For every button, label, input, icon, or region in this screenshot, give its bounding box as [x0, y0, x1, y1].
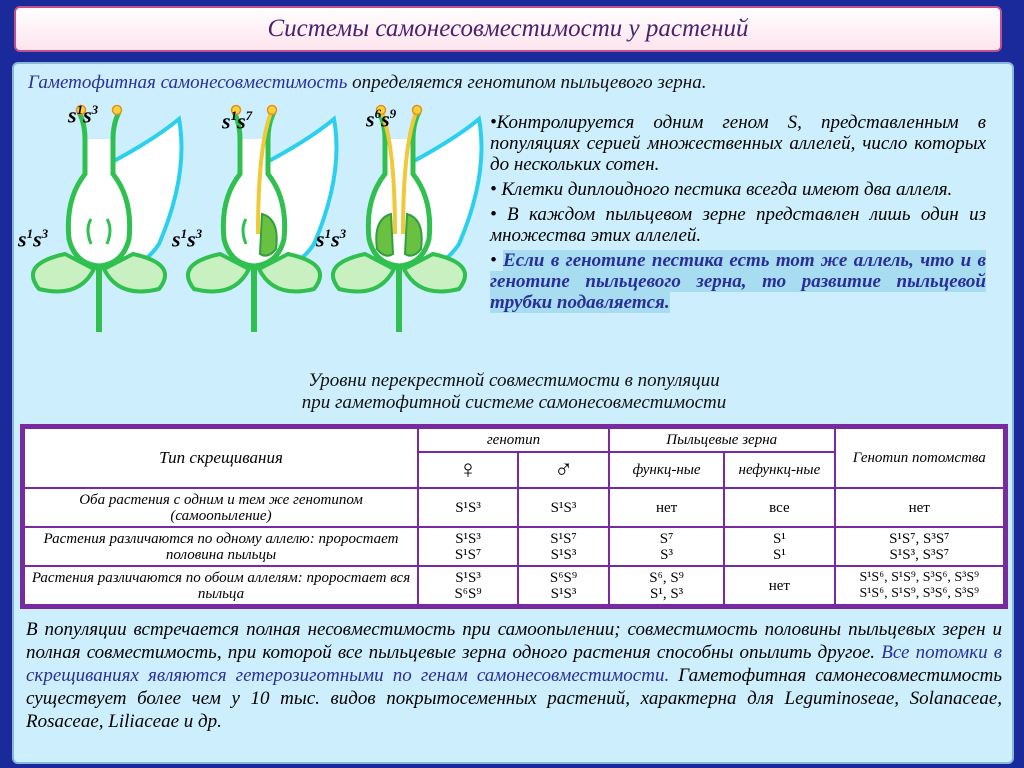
- flower-3-pollen-label: $s^6s^9$: [366, 106, 397, 132]
- bullet-4-highlight: Если в генотипе пестика есть тот же аллель, что и в генотипе пыльцевого зерна, то развитие пыльцевой трубки подавляется.: [490, 250, 986, 313]
- female-icon: ♀: [418, 452, 518, 488]
- bullet-1: •Контролируется одним геном S, представленным в популяциях серией множественных аллелей, число которых до нескольких сотен.: [490, 112, 986, 175]
- male-icon: ♂: [518, 452, 609, 488]
- intro-line: [28, 72, 706, 94]
- flower-3: [333, 106, 482, 333]
- header-pollen: Пыльцевые зерна: [609, 428, 835, 452]
- bullet-4: • Если в генотипе пестика есть тот же аллель, что и в генотипе пыльцевого зерна, то развитие пыльцевой трубки подавляется.: [490, 250, 986, 313]
- footer-text: В популяции встречается полная несовместимость при самоопылении; совместимость половины пыльцевых зерен и полная совместимость, при которой все пыльцевые зерна одного растения способны опылить другое. Все потомки в скрещиваниях являются гетерозиготными по генам самонесовместимости. Гаметофитная самонесовместимость существует более чем у 10 тыс. видов покрытосеменных растений, характерна для Leguminoseae, Solanaceae, Rosaceae, Liliaceae и др.: [26, 619, 1003, 732]
- header-offspring: Генотип потомства: [835, 428, 1005, 488]
- intro-term: Гаметофитная самонесовместимость: [28, 72, 348, 93]
- flower-3-pistil-label: $s^1s^3$: [316, 226, 347, 252]
- header-cross-type: Тип скрещивания: [24, 428, 418, 488]
- flower-2: [188, 106, 337, 333]
- content-panel: [12, 62, 1014, 764]
- table-row: Растения различаются по одному аллелю: проростает половина пыльцы S¹S³ S¹S⁷ S¹S⁷ S¹S³ S⁷ S³ S¹ S¹ S¹S⁷, S³S⁷ S¹S³, S³S⁷: [24, 527, 1004, 566]
- slide-title: Системы самонесовместимости у растений: [14, 6, 1002, 52]
- header-functional: функц-ные: [609, 452, 724, 488]
- flower-1-pistil-label: $s^1s^3$: [18, 226, 49, 252]
- compatibility-table: [20, 424, 1008, 609]
- bullet-3: • В каждом пыльцевом зерне представлен лишь один из множества этих аллелей.: [490, 204, 986, 246]
- flower-2-pistil-label: $s^1s^3$: [172, 226, 203, 252]
- table-row: Растения различаются по обоим аллелям: проростает вся пыльца S¹S³ S⁶S⁹ S⁶S⁹ S¹S³ S⁶, S⁹ S¹, S³ нет S¹S⁶, S¹S⁹, S³S⁶, S³S⁹ S¹S⁶, S¹S⁹, S³S⁶, S³S⁹: [24, 566, 1004, 605]
- flower-1: [33, 106, 182, 333]
- footer-highlight: Все потомки в скрещиваниях являются гетерозиготными по генам самонесовместимости.: [26, 642, 1003, 686]
- table-caption: Уровни перекрестной совместимости в популяции при гаметофитной системе самонесовместимости: [301, 370, 727, 413]
- flower-1-pollen-label: $s^1s^3$: [68, 102, 99, 128]
- bullet-2: • Клетки диплоидного пестика всегда имеют два аллеля.: [490, 179, 953, 200]
- header-nonfunctional: нефункц-ные: [724, 452, 834, 488]
- flower-2-pollen-label: $s^1s^7$: [222, 108, 253, 134]
- flower-diagrams: [14, 104, 484, 344]
- bullet-list: [490, 112, 986, 317]
- table-row: Оба растения с одним и тем же генотипом (самоопыление) S¹S³ S¹S³ нет все нет: [24, 488, 1004, 527]
- intro-rest: определяется генотипом пыльцевого зерна.: [347, 72, 707, 93]
- header-genotype: генотип: [418, 428, 609, 452]
